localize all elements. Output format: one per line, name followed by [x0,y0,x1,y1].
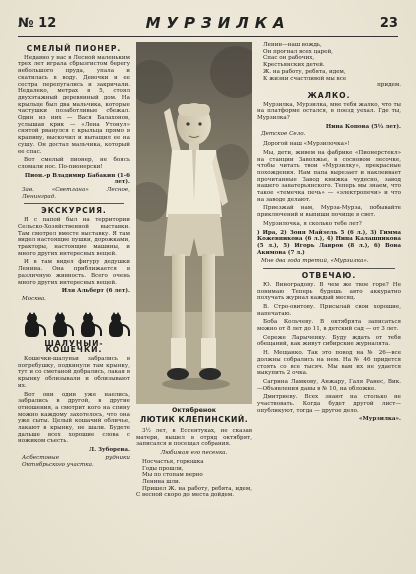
middle-text [136,428,252,501]
children-list: ) Ира, 2) Зоня Майзель 5 (6 л.), 3) Гимма Кожевникова (6 л.), 4) Нина Калашникова (5 л.), 5) Игорь Лавров (8 л.), 6) Вова Акимова (7 л.) [257,229,401,256]
story-place: Асбестовые рудники Октябрьского участка. [22,454,130,468]
story-title-excursion: ЭКСКУРСИЯ. [41,206,107,216]
story-paragraph: Вот они один уже наелись, забрались в другой, в другие отношения, а смотрит кого на спину можно каждому захотелось, что она уже сыты. Целый кошачий обличье, лакают в крынку, не шали. Будете дальше всех хорошие слова с ножиком съесть. [18,391,130,445]
story-paragraph: Пришел Ж. на работу, ребята, идем, С весной скоро до места дойдем. [136,485,252,499]
story-place: Детское Село. [261,131,306,138]
story-place: Зав. «Светлана» Лесное, Ленинград. [22,187,130,200]
answer-paragraph: Боба Кольчеву. В октябрята записаться можно от 8 лет до 11, в детский сад — от 3 лет. [257,319,401,333]
photo-caption [136,406,252,423]
story-signature: Л. Зуборева. [89,447,130,454]
verse-line: Ж. на работу, ребята, идем, [263,68,346,75]
story-paragraph: Мурзилочка, я сколько тебе лет? [263,220,362,227]
answers-signature: «Мурзилка». [359,416,401,423]
caption-title: ЛЮТИК КЛЕПИНСКИЙ. [139,414,249,424]
answers-title: ОТВЕЧАЮ. [301,271,357,281]
answer-paragraph: Н. Мещанко. Так это повод на № 26—все должны собрались на нем. На № 46 придется стоять со все тысяч. Мы вам их не удается выкупить 2 очка. [257,350,401,377]
boy-photo-drawing [136,42,252,404]
story-signature: Нина Копова (5½ лет). [325,123,401,130]
left-column [18,42,130,560]
right-column [257,42,401,560]
verse-line: Годы прошли, [142,465,184,472]
answer-paragraph: Сагрина Ламкову, Анжару, Галя Ранес, Вик.—Объявления даны в № 10, на обложке. [257,378,401,392]
divider [24,203,124,204]
story-paragraph: Кошечки-шалуньи забрались в погребушку, подкинули там крынку, тут и со сметаной добрались, лакая в крынку облизывали и облизывают их. [18,356,130,389]
magazine-title: МУРЗИЛКА [145,14,291,32]
story-place: Москва. [22,295,46,302]
answer-paragraph: В. Стро-овитову. Присылай свои хорошие, напечатаю. [257,303,401,317]
story-paragraph: Вот смелый пионер, не боясь сломали нос. По-пионерски! [18,157,130,170]
verse-line: Ленин—наш вождь, [263,42,322,48]
caption-line: Октябренок [171,406,217,414]
verse-line: Ленина шли. [142,478,181,485]
story-paragraph: Мы, дети, живем на фабрике «Пионерстекл» на станции Заволжье, в сосновом лесочке, чтобы читать твои «Мурзилку», прекрасные похождения. Нам папа вырезает и наклеивает прочитанные Завод книжка чудесно, завод нашего заватерьянского. Теперь мы знаем, что такое «темечка печь» — «электропечи» и что на заводе делают. [257,149,401,203]
verse-line: Крестьянских детей. [263,62,325,69]
answer-paragraph: Ю. Виноградову. В чем же твое горе? Не понимаю Теперь будешь авто аккуратно получать журнал каждый месяц. [257,281,401,302]
verse-line: Он прогнал всех царей, [263,48,333,55]
verse-line: Спас он рабочих, [263,55,315,62]
story-signature: Пион.-р Владимир Бабакин (1-6 лет). [24,172,130,186]
story-paragraph: Недавно у нас в Лесной маленьким трех лет играла сбрызгистом берегу небольшого пруда, упала и скатилась в воду. Девочки и ее сестра перепугались и закричали. Недалеко, метрах в 5, стоял двухэтажный деревянный дом. На крыльце был два мальчика, которые частушки позаботливые сбежал. Один из них — Вася Балахонов, услышав крик — «Лена Утонул» снятой рванулся с крыльца прямо в крапиву, выскочил и вытащил ее на сушу. Он достал мальчика, который ее спас. [18,54,130,155]
issue-number: № 12 [18,15,57,31]
cat-icon [78,311,98,337]
answer-paragraph: Дмитриеву. Всех знают на столько не участвовать. Когда будет другой лист—опубликуют, тогда — другое дело. [257,394,401,414]
boy-photo [136,42,252,404]
verse-line: К жизни счастливой мы все [263,75,347,82]
story-title-cats: ШАЛУНЫИ-КОШЕЧКИ. [44,338,104,355]
story-place: Мне два года третий, «Мурзилка». [261,258,369,265]
cat-icon [22,311,42,337]
story-signature: Иля Альберт (6 лет). [61,288,130,295]
verse-line: Мы по стопам верно [142,472,203,479]
story-paragraph: Приезжай нам, Мурза-Мурза, побывайте приключений и выпиши почище в свет. [257,205,401,219]
story-paragraph: Я с папой был на территории Сельско-Хозяйственной выставки. Там смотрел вместе выставку. Я там видел настоящие пушки, дорожками, тракторы, настоящие машины, и много других интересных вещей. [18,217,130,257]
song-subtitle: Любимая его песенка. [160,450,228,457]
story-paragraph: Мурзилка, Мурзилка, мне тебя жалко, что ты на платформе остался, в поезд уехал. Где ты, Мурзилка? [257,101,401,122]
page-number: 23 [379,15,398,31]
page-header [18,10,398,37]
story-paragraph: 3½ лет, в Ессентуках, не сказав матери, вышел в отряд октябрят, записался и посещал собрания. [136,428,252,448]
divider [263,268,395,269]
story-title-brave-pioneer: СМЕЛЫЙ ПИОНЕР. [26,44,122,53]
cats-illustration [18,307,130,337]
cat-icon [50,311,70,337]
verse-line: Носчастья, горюшка [142,458,204,465]
story-paragraph: Дорогой наш «Мурзилочка»! [263,141,350,148]
verse-line: придем. [377,82,401,89]
story-paragraph: И в там видел фигуру дедушки Ленина. Она приближается в различную живность. Всего очень много других интересных вещей. [18,259,130,286]
story-title-pity: ЖАЛКО. [307,90,351,100]
answer-paragraph: Сереже Ларыченку. Буду ждать от тебя обещаний, как живут сибирские журналята. [257,334,401,348]
cat-icon [106,311,126,337]
